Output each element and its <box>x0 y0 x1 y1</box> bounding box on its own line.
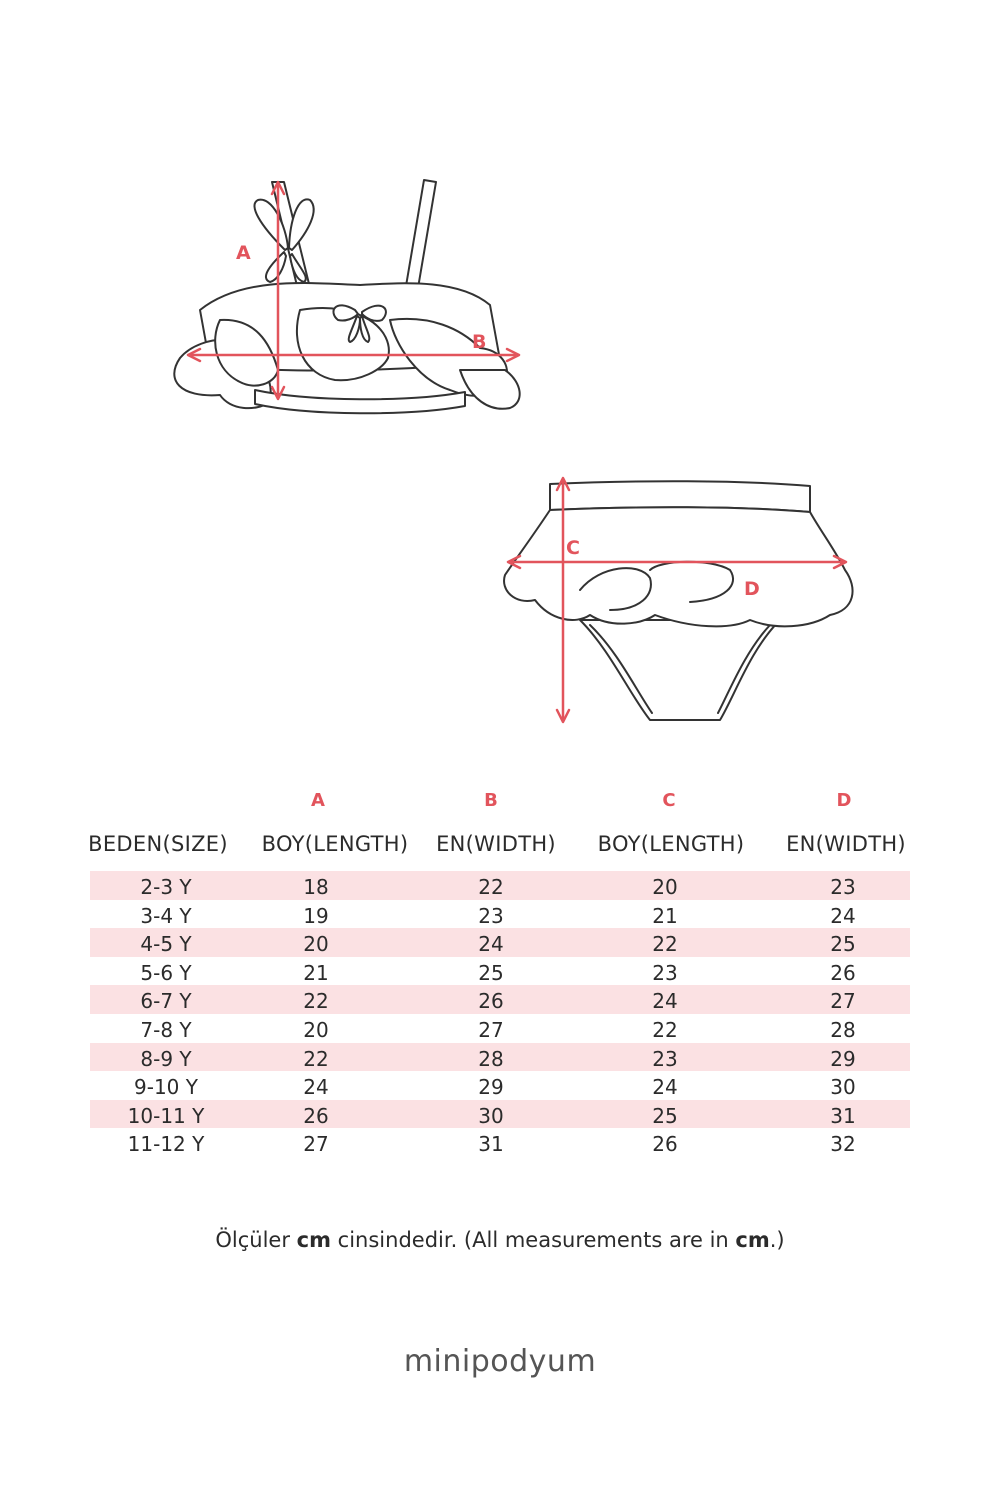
cell-bottom-width: 25 <box>830 932 856 957</box>
header-bottom-width: EN(WIDTH) <box>786 832 906 856</box>
cell-bottom-width: 26 <box>830 960 856 985</box>
cell-top-length: 26 <box>303 1103 329 1128</box>
table-body <box>90 871 910 1157</box>
cell-top-width: 31 <box>478 1132 504 1157</box>
cell-top-width: 25 <box>478 960 504 985</box>
label-c: C <box>566 537 580 559</box>
cell-bottom-length: 20 <box>652 875 678 899</box>
header-top-length: BOY(LENGTH) <box>261 832 409 856</box>
column-letter-row <box>90 790 910 820</box>
cell-top-width: 29 <box>478 1075 504 1100</box>
cell-top-length: 19 <box>303 903 329 928</box>
note-text-1: Ölçüler <box>215 1228 297 1252</box>
table-header-row <box>90 832 910 862</box>
table-row <box>90 871 910 900</box>
cell-size: 7-8 Y <box>140 1017 192 1042</box>
cell-bottom-width: 24 <box>830 903 856 928</box>
cell-bottom-length: 23 <box>652 960 678 985</box>
cell-bottom-length: 26 <box>652 1132 678 1157</box>
table-row <box>90 1043 910 1072</box>
cell-top-width: 28 <box>478 1046 504 1071</box>
cell-size: 10-11 Y <box>127 1103 205 1128</box>
note-text-3: .) <box>769 1228 785 1252</box>
cell-bottom-width: 31 <box>830 1103 856 1128</box>
table-row <box>90 900 910 929</box>
column-letter-d: D <box>836 790 852 811</box>
label-b: B <box>472 331 487 353</box>
table-row <box>90 1128 910 1157</box>
cell-size: 6-7 Y <box>140 989 192 1014</box>
cell-bottom-length: 21 <box>652 903 678 928</box>
cell-size: 5-6 Y <box>140 960 192 985</box>
cell-top-length: 20 <box>303 932 329 957</box>
table-row <box>90 1100 910 1129</box>
cell-size: 2-3 Y <box>140 875 192 899</box>
cell-bottom-length: 23 <box>652 1046 678 1071</box>
cell-top-width: 27 <box>478 1017 504 1042</box>
cell-bottom-width: 27 <box>830 989 856 1014</box>
cell-bottom-length: 22 <box>652 1017 678 1042</box>
column-letter-c: C <box>662 790 676 811</box>
header-top-width: EN(WIDTH) <box>436 832 556 856</box>
table-row <box>90 985 910 1014</box>
cell-bottom-length: 24 <box>652 1075 678 1100</box>
cell-top-length: 27 <box>303 1132 329 1157</box>
column-letter-b: B <box>484 790 498 811</box>
bikini-top-sketch <box>160 170 540 430</box>
note-unit-2: cm <box>735 1228 770 1252</box>
cell-size: 9-10 Y <box>134 1075 198 1100</box>
cell-top-length: 21 <box>303 960 329 985</box>
cell-size: 3-4 Y <box>140 903 192 928</box>
note-text-2: cinsindedir. (All measurements are in <box>331 1228 736 1252</box>
cell-bottom-width: 23 <box>830 875 856 899</box>
bikini-bottom-sketch <box>490 470 870 730</box>
brand-logo: minipodyum <box>403 1344 597 1379</box>
note-unit-1: cm <box>296 1228 331 1252</box>
table-row <box>90 1014 910 1043</box>
label-a: A <box>236 242 251 264</box>
cell-bottom-width: 30 <box>830 1075 856 1100</box>
cell-bottom-width: 32 <box>830 1132 856 1157</box>
cell-bottom-width: 28 <box>830 1017 856 1042</box>
cell-top-width: 24 <box>478 932 504 957</box>
table-row <box>90 957 910 986</box>
cell-top-width: 23 <box>478 903 504 928</box>
cell-top-width: 26 <box>478 989 504 1014</box>
header-size: BEDEN(SIZE) <box>88 832 228 856</box>
cell-top-width: 30 <box>478 1103 504 1128</box>
table-row <box>90 928 910 957</box>
column-letter-a: A <box>311 790 325 811</box>
table-row <box>90 1071 910 1100</box>
cell-top-width: 22 <box>478 875 504 899</box>
cell-size: 11-12 Y <box>127 1132 205 1157</box>
cell-size: 8-9 Y <box>140 1046 192 1071</box>
cell-bottom-length: 24 <box>652 989 678 1014</box>
measurement-note <box>0 1228 1000 1252</box>
cell-top-length: 22 <box>303 1046 329 1071</box>
cell-bottom-length: 22 <box>652 932 678 957</box>
cell-top-length: 20 <box>303 1017 329 1042</box>
label-d: D <box>744 578 760 600</box>
cell-bottom-length: 25 <box>652 1103 678 1128</box>
cell-bottom-width: 29 <box>830 1046 856 1071</box>
cell-top-length: 22 <box>303 989 329 1014</box>
header-bottom-length: BOY(LENGTH) <box>597 832 745 856</box>
cell-size: 4-5 Y <box>140 932 192 957</box>
cell-top-length: 24 <box>303 1075 329 1100</box>
cell-top-length: 18 <box>303 875 329 899</box>
